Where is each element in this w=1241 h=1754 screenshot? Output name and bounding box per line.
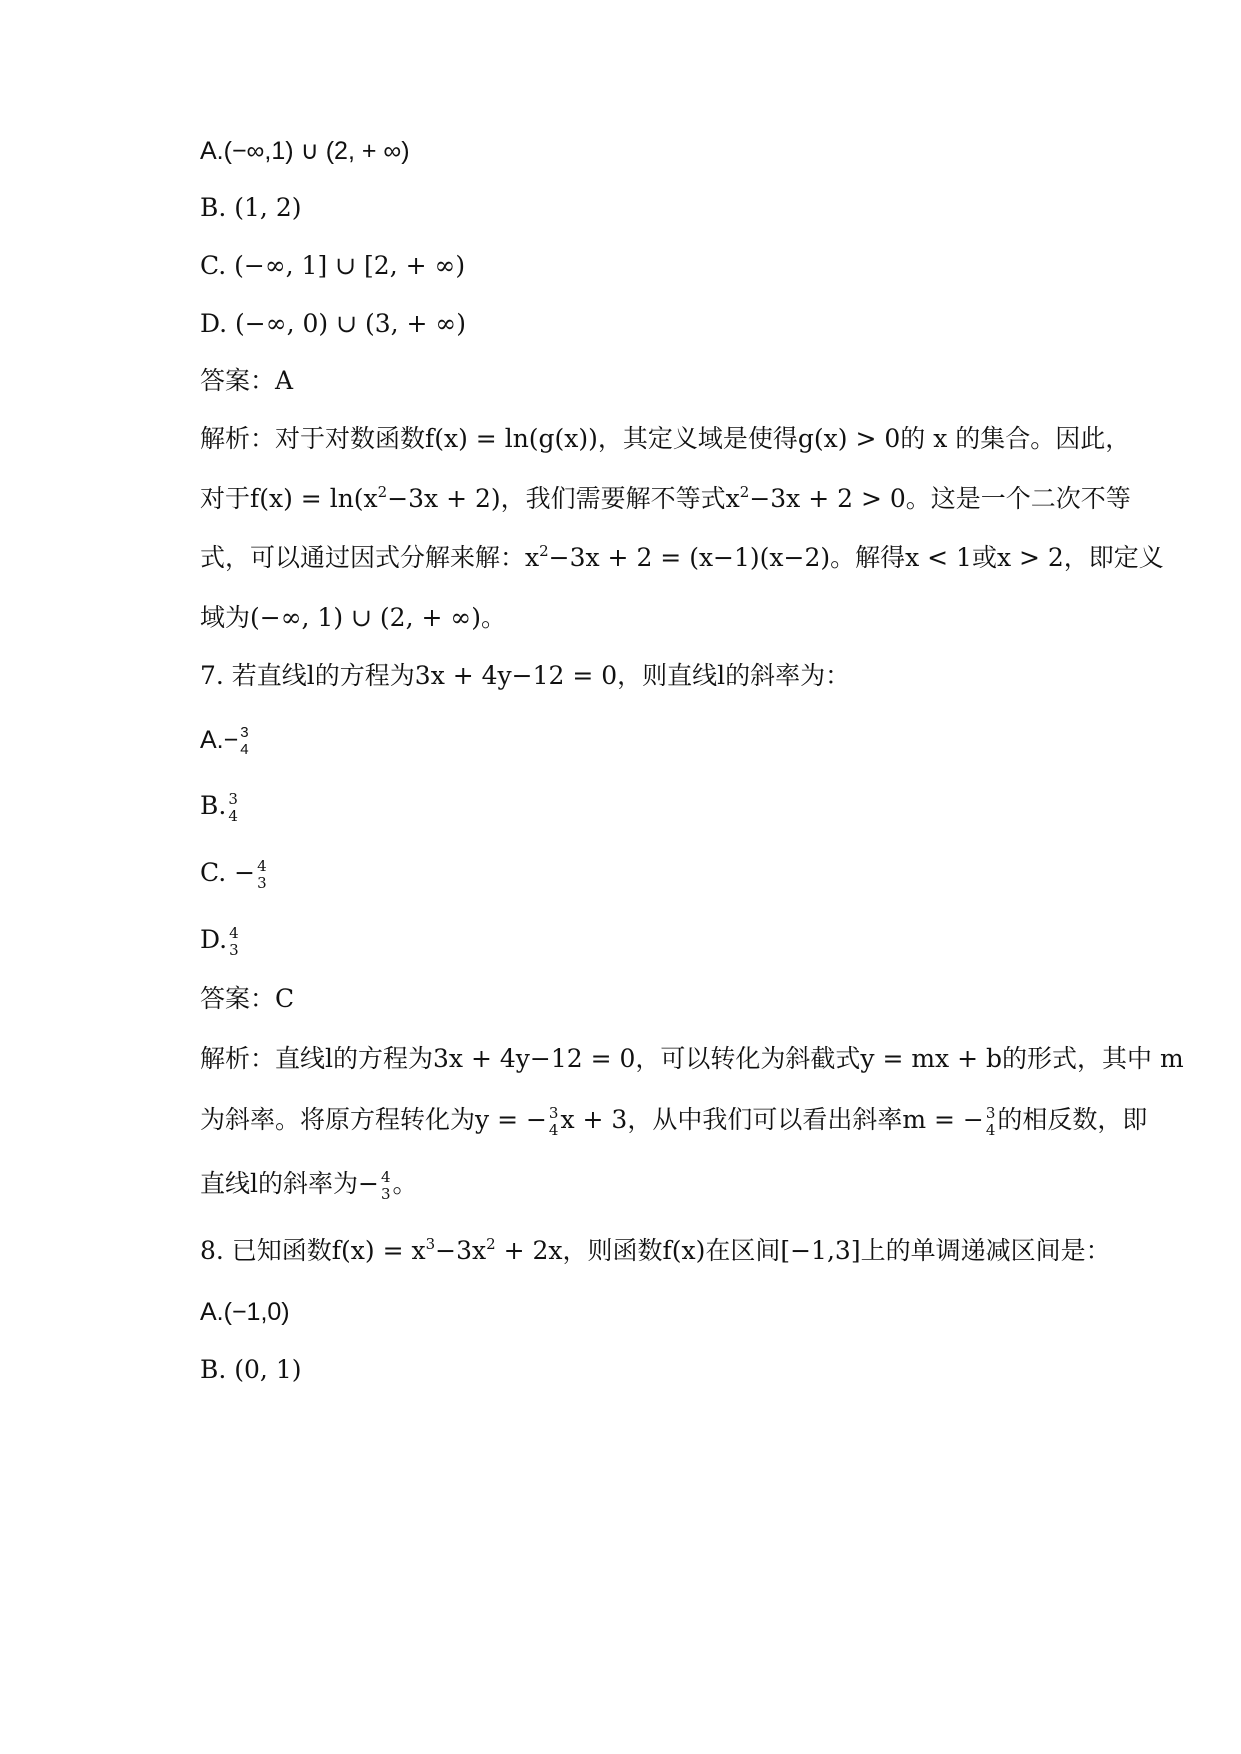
q7-option-d: D. 4 3 [200, 923, 239, 959]
fraction: 3 4 [985, 1103, 996, 1139]
q7-explanation-line-3: 直线l的斜率为− 4 3 。 [200, 1167, 418, 1203]
q7-question: 7. 若直线l的方程为3x + 4y−12 = 0，则直线l的斜率为： [200, 661, 851, 690]
fraction: 4 3 [380, 1167, 391, 1203]
q6-option-d: D. (−∞, 0) ∪ (3, + ∞) [200, 309, 466, 338]
q6-explanation-line-2: 对于$f(x) = \ln(x^2-3x + 2)$，我们需要解不等式$x^2-3x + 2 > 0$。这是一个二次不等 [200, 483, 1131, 513]
q7-answer: 答案：C [200, 984, 295, 1013]
exponent: 3 [425, 1235, 436, 1253]
fraction: 3 4 [548, 1103, 559, 1139]
q6-option-b: B. (1, 2) [200, 193, 302, 222]
q6-option-c: C. (−∞, 1] ∪ [2, + ∞) [200, 251, 466, 280]
q6-answer: 答案：A [200, 366, 294, 395]
fraction: 4 3 [229, 923, 239, 959]
fraction: 3 4 [228, 789, 238, 825]
fraction: 3 4 [240, 724, 249, 759]
q7-option-b: B. 3 4 [200, 789, 238, 825]
q6-explanation-line-1: 解析：对于对数函数f(x) = ln(g(x))，其定义域是使得g(x) > 0的 x 的集合。因此， [200, 424, 1131, 453]
q7-option-a: A.− 3 4 [200, 724, 249, 759]
fraction: 4 3 [257, 856, 267, 892]
q7-explanation-line-1: 解析：直线l的方程为3x + 4y−12 = 0，可以转化为斜截式y = mx + b的形式，其中 m [200, 1044, 1184, 1073]
q8-option-b: B. (0, 1) [200, 1355, 302, 1384]
exponent: 2 [739, 483, 750, 501]
q6-explanation-line-4: 域为(−∞, 1) ∪ (2, + ∞)。 [200, 603, 506, 632]
exponent: 2 [377, 483, 388, 501]
exponent: 2 [539, 542, 549, 560]
q8-option-a: A.(−1,0) [200, 1298, 290, 1326]
q7-explanation-line-2: 为斜率。将原方程转化为y = − 3 4 x + 3，从中我们可以看出斜率m = − 3 4 的相反数，即 [200, 1103, 1148, 1139]
q6-option-a: A.(−∞,1) ∪ (2, + ∞) [200, 137, 410, 165]
exponent: 2 [486, 1235, 496, 1253]
q6-explanation-line-3: 式，可以通过因式分解来解：$x^2-3x + 2 = (x-1)(x-2)$。解得x < 1或x > 2，即定义 [200, 542, 1164, 572]
q8-question: 8. 已知函数$f(x) = x^3-3x^2 + 2x$，则函数f(x)在区间[−1,3]上的单调递减区间是： [200, 1235, 1111, 1265]
q7-option-c: C. − 4 3 [200, 856, 267, 892]
